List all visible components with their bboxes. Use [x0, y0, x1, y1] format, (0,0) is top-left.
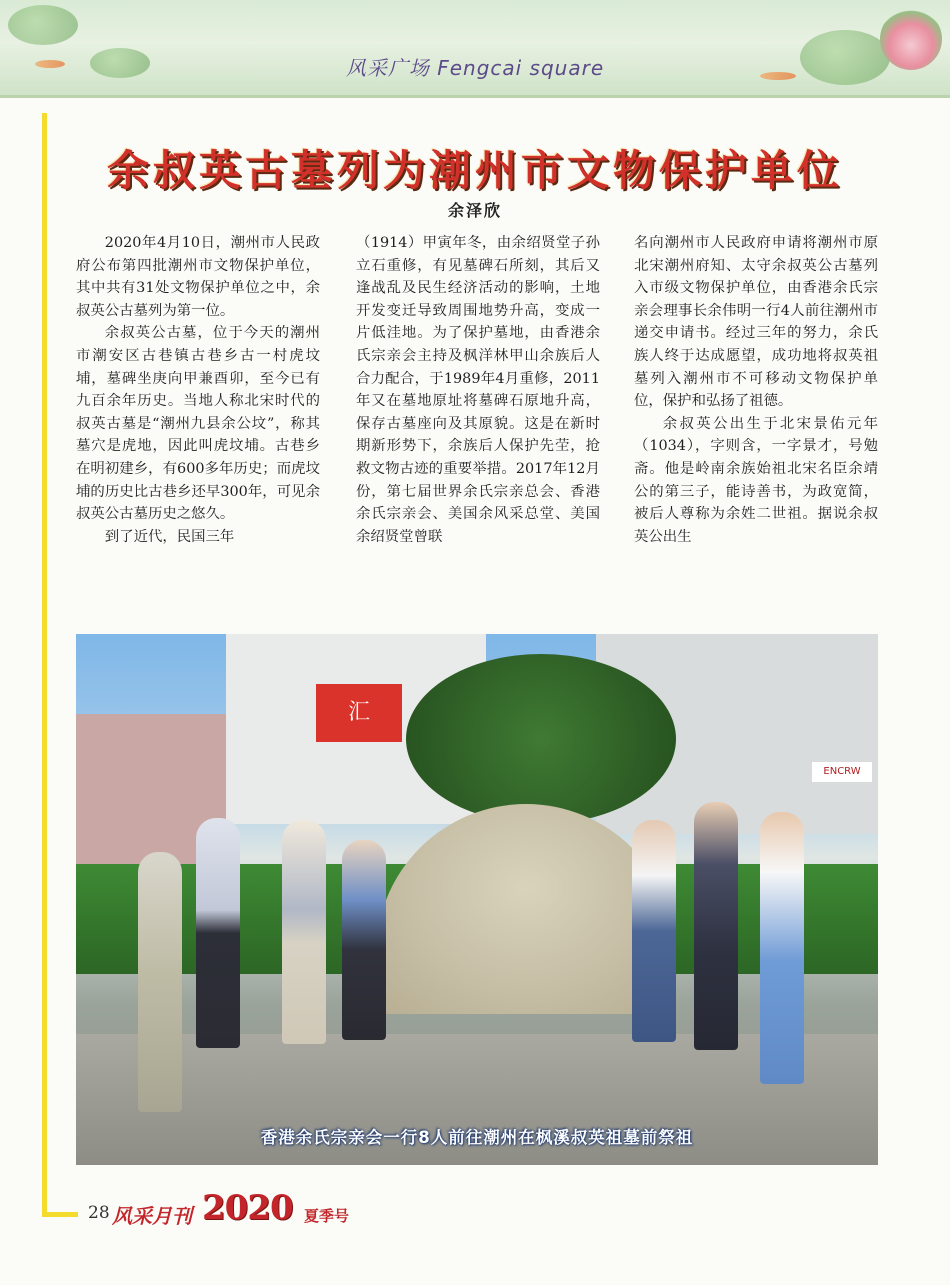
group-photo — [76, 634, 878, 1165]
paragraph: 到了近代，民国三年 — [104, 528, 235, 545]
header-band — [0, 0, 950, 95]
header-divider — [0, 95, 950, 98]
side-accent-bar — [42, 113, 47, 1216]
paragraph: 名向潮州市人民政府申请将潮州市原北宋潮州府知、太守余叔英公古墓列入市级文物保护单位，由香港余氏宗亲会理事长余伟明一行4人前往潮州市递交申请书。经过三年的努力，余氏族人终于达成愿望，成功地将叔英祖墓列入潮州市不可移动文物保护单位，保护和弘扬了祖德。 — [634, 235, 878, 410]
red-banner: 汇 — [316, 684, 402, 742]
store-sign: ENCRW — [812, 762, 872, 782]
article-title: 余叔英古墓列为潮州市文物保护单位 — [106, 146, 843, 195]
person — [196, 818, 240, 1048]
paragraph: 余叔英公出生于北宋景佑元年（1034），字则含，一字景才，号勉斋。他是岭南余族始祖北宋名臣余靖公的第三子，能诗善书，为政宽简，被后人尊称为余姓二世祖。据说余叔英公出生 — [634, 415, 878, 545]
text-column-3 — [634, 232, 878, 548]
photo-caption: 香港余氏宗亲会一行8人前往潮州在枫溪叔英祖墓前祭祖 — [260, 1128, 694, 1147]
section-label: 风采广场 Fengcai square — [345, 56, 605, 80]
magazine-name: 风采月刊 — [112, 1204, 192, 1228]
person — [632, 820, 676, 1042]
article-author: 余泽欣 — [447, 201, 502, 220]
bottom-accent-bar — [42, 1212, 78, 1217]
text-column-2 — [356, 232, 600, 548]
tomb — [376, 804, 676, 1014]
paragraph: 余叔英公古墓，位于今天的潮州市潮安区古巷镇古巷乡古一村虎坟埔，墓碑坐庚向甲兼酉卯，至今已有九百余年历史。当地人称北宋时代的叔英古墓是“潮州九县余公坟”，称其墓穴是虎地，因此叫虎坟埔。古巷乡在明初建乡，有600多年历史；而虎坟埔的历史比古巷乡还早300年，可见余叔英公古墓历史之悠久。 — [76, 325, 320, 523]
paragraph: （1914）甲寅年冬，由余绍贤堂子孙立石重修，有见墓碑石所刻，其后又逢战乱及民生经济活动的影响，土地开发变迁导致周围地势升高，变成一片低洼地。为了保护墓地，由香港余氏宗亲会主持及枫洋林甲山余族后人合力配合，于1989年4月重修，2011年又在墓地原址将墓碑石原地升高，保存古墓座向及其原貌。这是在新时期新形势下，余族后人保护先茔，抢救文物古迹的重要举措。2017年12月份，第七届世界余氏宗亲总会、香港余氏宗亲会、美国余风采总堂、美国余绍贤堂曾联 — [356, 235, 600, 545]
tree — [406, 654, 676, 824]
issue-label: 夏季号 — [304, 1207, 350, 1225]
paragraph: 2020年4月10日，潮州市人民政府公布第四批潮州市文物保护单位，其中共有31处文物保护单位之中，余叔英公古墓列为第一位。 — [76, 235, 320, 319]
person — [694, 802, 738, 1050]
text-column-1 — [76, 232, 320, 548]
person — [138, 852, 182, 1112]
page-number: 28 — [88, 1203, 110, 1223]
person — [342, 840, 386, 1040]
lotus-leaf-decoration — [8, 5, 78, 45]
person — [760, 812, 804, 1084]
magazine-year: 2020 — [202, 1188, 293, 1228]
person — [282, 820, 326, 1044]
